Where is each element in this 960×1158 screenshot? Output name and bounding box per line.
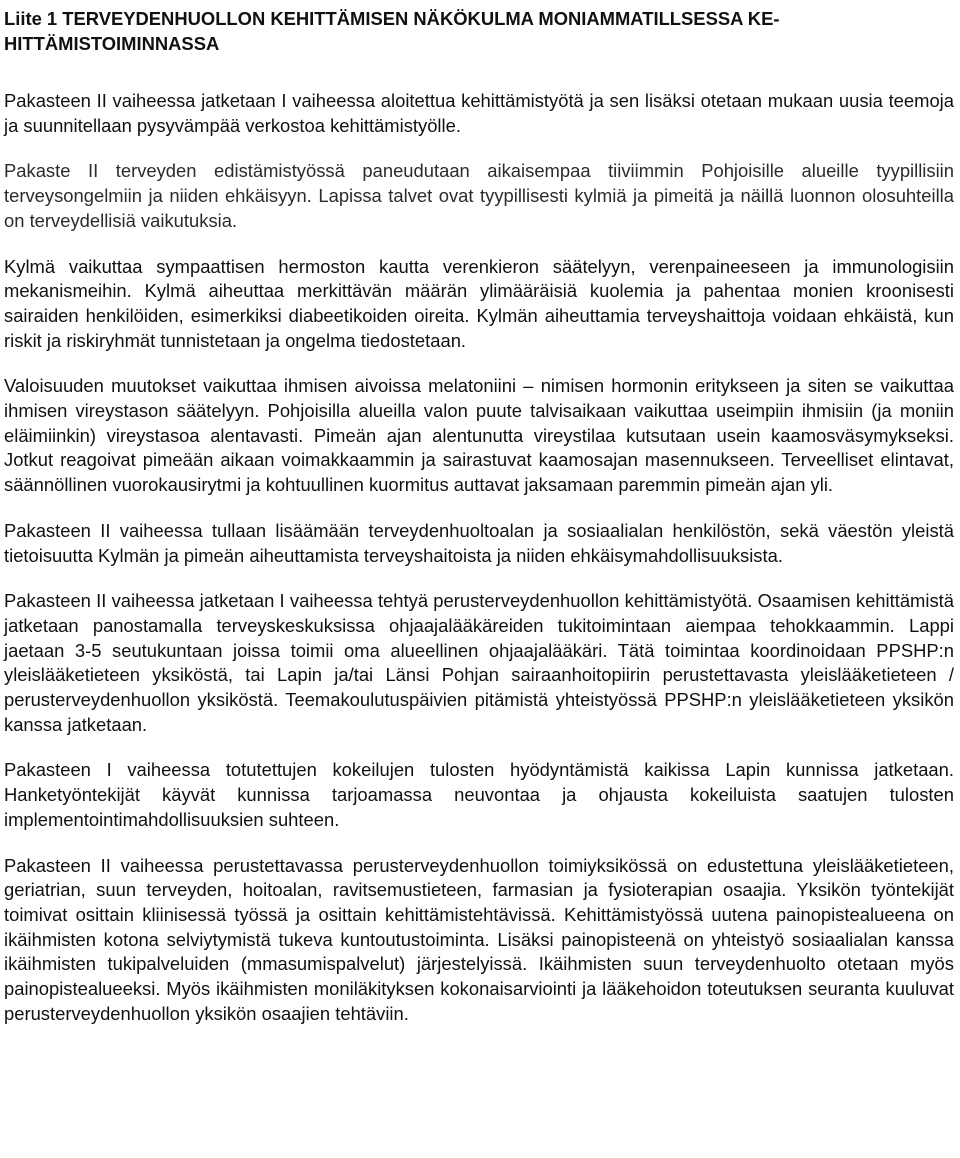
paragraph-light-effects: Valoisuuden muutokset vaikuttaa ihmisen aivoissa melatoniini – nimisen hormonin eritykseen ja siten se vaikuttaa ihmisen vireystason säätelyyn. Pohjoisilla alueilla valon puute talvisaikaan vaikuttaa useimpiin ihmisiin (ja moniin eläimiinkin) vireystasoa alentavasti. Pimeän ajan alentunutta vireystilaa kutsutaan usein kaamosväsymykseksi. Jotkut reagoivat pimeään aikaan voimakkaammin ja sairastuvat kaamosajan masennukseen. Terveelliset elintavat, säännöllinen vuorokausirytmi ja kohtuullinen kuormitus auttavat jaksamaan paremmin pimeän ajan yli. — [4, 375, 954, 496]
paragraph-awareness: Pakasteen II vaiheessa tullaan lisäämään terveydenhuoltoalan ja sosiaalialan henkilöstön, sekä väestön yleistä tietoisuutta Kylmän ja pimeän aiheuttamista terveyshaitoista ja niiden ehkäisymahdollisuuksista. — [4, 519, 954, 566]
paragraph-pilot-results: Pakasteen I vaiheessa totutettujen kokeilujen tulosten hyödyntämistä kaikissa Lapin kunnissa jatketaan. Hanketyöntekijät käyvät kunnissa tarjoamassa neuvontaa ja ohjausta kokeiluista saatujen tulosten implementointimahdollisuuksien suhteen. — [4, 759, 954, 830]
paragraph-health-promotion: Pakaste II terveyden edistämistyössä paneudutaan aikaisempaa tiiviimmin Pohjoisille alueille tyypillisiin terveysongelmiin ja niiden ehkäisyyn. Lapissa talvet ovat tyypillisesti kylmiä ja pimeitä ja näillä luonnon olosuhteilla on terveydellisiä vaikutuksia. — [4, 160, 954, 231]
paragraph-intro: Pakasteen II vaiheessa jatketaan I vaiheessa aloitettua kehittämistyötä ja sen lisäksi otetaan mukaan uusia teemoja ja suunnitellaan pysyvämpää verkostoa kehittämistyölle. — [4, 90, 954, 136]
paragraph-primary-care: Pakasteen II vaiheessa jatketaan I vaiheessa tehtyä perusterveydenhuollon kehittämistyötä. Osaamisen kehittämistä jatketaan panostamalla terveyskeskuksissa ohjaajalääkäreiden tukitoimintaan aiempaa tehokkaammin. Lappi jaetaan 3-5 seutukuntaan joissa toimii oma alueellinen ohjaajalääkäri. Tätä toimintaa koordinoidaan PPSHP:n yleislääketieteen yksiköstä, tai Lapin ja/tai Länsi Pohjan sairaanhoitopiirin perustettavasta yleislääketieteen / perusterveydenhuollon yksiköstä. Teemakoulutuspäivien pitämistä yhteistyössä PPSHP:n yleislääketieteen yksikön kanssa jatketaan. — [4, 590, 954, 735]
paragraph-unit-staff: Pakasteen II vaiheessa perustettavassa perusterveydenhuollon toimiyksikössä on edustettuna yleislääketieteen, geriatrian, suun terveyden, hoitoalan, ravitsemustieteen, farmasian ja fysioterapian osaajia. Yksikön työntekijät toimivat osittain kliinisessä työssä ja osittain kehittämistehtävissä. Kehittämistyössä uutena painopistealueena on ikäihmisten kotona selviytymistä tukeva kuntoutustoiminta. Lisäksi painopisteenä on yhteistyö sosiaalialan kanssa ikäihmisten tukipalveluiden (mmasumispalvelut) järjestelyissä. Ikäihmisten suun terveydenhuolto otetaan myös painopistealueeksi. Myös ikäihmisten moniläkityksen kokonaisarviointi ja lääkehoidon toteutuksen seuranta kuuluvat perusterveydenhuollon yksikön osaajien tehtäviin. — [4, 854, 954, 1024]
document-title: Liite 1 TERVEYDENHUOLLON KEHITTÄMISEN NÄKÖKULMA MONIAMMATILLSESSA KE-HITTÄMISTOIMINNASSA — [4, 8, 780, 54]
paragraph-cold-effects: Kylmä vaikuttaa sympaattisen hermoston kautta verenkieron säätelyyn, verenpaineeseen ja immunologisiin mekanismeihin. Kylmä aiheuttaa merkittävän määrän ylimääräisiä kuolemia ja pahentaa monien kroonisesti sairaiden henkilöiden, esimerkiksi diabeetikoiden oireita. Kylmän aiheuttamia terveyshaittoja voidaan ehkäistä, kun riskit ja riskiryhmät tunnistetaan ja ongelma tiedostetaan. — [4, 255, 954, 351]
